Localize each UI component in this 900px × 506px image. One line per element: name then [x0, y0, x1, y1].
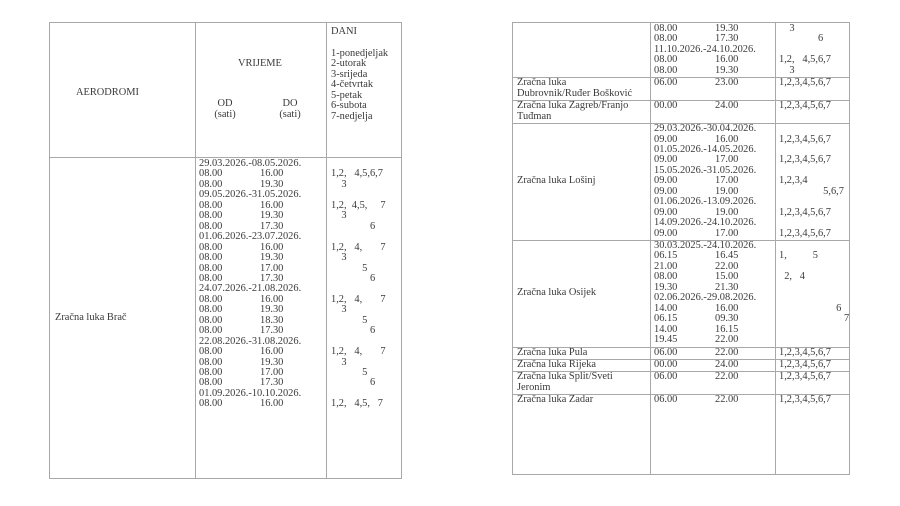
time-to: 18.30 — [260, 314, 284, 326]
time-to: 17.00 — [715, 154, 739, 166]
period-range: 15.05.2026.-31.05.2026. — [654, 164, 757, 176]
time-to: 19.30 — [260, 304, 284, 316]
time-from: 08.00 — [199, 262, 223, 274]
time-from: 06.00 — [654, 371, 678, 383]
time-to: 16.00 — [260, 293, 284, 305]
time-to: 16.00 — [715, 54, 739, 66]
operating-days: 3 — [331, 252, 347, 264]
operating-days: 6 — [779, 302, 842, 314]
day-legend-item: 6-subota — [331, 100, 367, 112]
time-to: 17.30 — [260, 220, 284, 232]
time-from: 14.00 — [654, 323, 678, 335]
airport-name: Zračna luka Zagreb/Franjo — [517, 100, 629, 112]
operating-days: 1,2, 4,5, 7 — [331, 398, 383, 410]
schedule-rows — [513, 23, 849, 474]
time-to: 19.30 — [260, 210, 284, 222]
time-from: 06.00 — [654, 77, 678, 89]
header-vrijeme: VRIJEME — [238, 58, 282, 69]
column-divider — [195, 23, 196, 478]
time-from: 08.00 — [199, 220, 223, 232]
column-divider — [326, 23, 327, 478]
operating-days: 1,2, 4,5,6,7 — [779, 54, 831, 66]
period-range: 29.03.2026.-30.04.2026. — [654, 123, 757, 135]
airport-name: Zračna luka Brač — [55, 312, 127, 323]
time-from: 00.00 — [654, 358, 678, 370]
header-dani: DANI — [331, 26, 357, 37]
time-to: 16.00 — [260, 168, 284, 180]
operating-days: 1,2,3,4,5,6,7 — [779, 227, 831, 239]
time-to: 22.00 — [715, 371, 739, 383]
period-range: 01.09.2026.-10.10.2026. — [199, 387, 302, 399]
time-from: 14.00 — [654, 302, 678, 314]
airport-name: Dubrovnik/Ruđer Bošković — [517, 87, 633, 99]
time-to: 19.30 — [715, 64, 739, 76]
time-to: 17.00 — [260, 262, 284, 274]
airport-name: Zračna luka Lošinj — [517, 175, 596, 187]
airport-name: Tuđman — [517, 110, 552, 122]
time-to: 17.30 — [260, 272, 284, 284]
time-to: 16.00 — [260, 241, 284, 253]
time-from: 21.00 — [654, 260, 678, 272]
time-to: 19.30 — [260, 356, 284, 368]
operating-days: 6 — [779, 33, 824, 45]
time-from: 08.00 — [199, 314, 223, 326]
time-to: 16.00 — [260, 199, 284, 211]
operating-days: 2, 4 — [779, 271, 805, 283]
time-to: 17.00 — [715, 175, 739, 187]
time-from: 19.30 — [654, 281, 678, 293]
day-legend-item: 2-utorak — [331, 58, 367, 70]
operating-days: 5,6,7 — [779, 185, 844, 197]
operating-days: 1,2,3,4,5,6,7 — [779, 100, 831, 112]
operating-days: 7 — [779, 313, 850, 325]
operating-days: 6 — [331, 220, 376, 232]
time-from: 09.00 — [654, 206, 678, 218]
operating-days: 5 — [331, 314, 368, 326]
operating-days: 5 — [331, 367, 368, 378]
operating-days: 1,2, 4,5, 7 — [331, 199, 386, 211]
time-from: 08.00 — [654, 64, 678, 76]
operating-days: 6 — [331, 377, 376, 389]
time-from: 00.00 — [654, 100, 678, 112]
time-to: 16.15 — [715, 323, 739, 335]
time-to: 22.00 — [715, 334, 739, 346]
time-from: 09.00 — [654, 227, 678, 239]
period-range: 11.10.2026.-24.10.2026. — [654, 43, 756, 55]
day-legend-item: 5-petak — [331, 89, 363, 101]
airport-name: Zračna luka Split/Sveti — [517, 371, 613, 383]
time-to: 24.00 — [715, 100, 739, 112]
period-range: 01.05.2026.-14.05.2026. — [654, 143, 757, 155]
operating-days: 6 — [331, 325, 376, 337]
header-do-unit: (sati) — [279, 109, 301, 120]
header-od: OD — [217, 98, 233, 109]
time-from: 08.00 — [199, 241, 223, 253]
time-from: 08.00 — [199, 356, 223, 368]
operating-days: 1,2,3,4,5,6,7 — [779, 394, 831, 406]
operating-days: 1,2, 4, 7 — [331, 241, 386, 253]
period-range: 02.06.2026.-29.08.2026. — [654, 292, 757, 304]
time-from: 08.00 — [199, 377, 223, 389]
period-range: 09.05.2026.-31.05.2026. — [199, 189, 302, 201]
operating-days: 3 — [779, 64, 795, 76]
time-from: 08.00 — [199, 199, 223, 211]
time-from: 08.00 — [199, 367, 223, 378]
time-from: 08.00 — [199, 178, 223, 190]
period-range: 22.08.2026.-31.08.2026. — [199, 335, 302, 347]
day-legend-item: 7-nedjelja — [331, 110, 373, 122]
time-to: 22.00 — [715, 394, 739, 406]
time-to: 09.30 — [715, 313, 739, 325]
operating-days: 1,2,3,4,5,6,7 — [779, 77, 831, 89]
airport-name: Zračna luka Pula — [517, 346, 588, 358]
time-from: 08.00 — [654, 33, 678, 45]
time-to: 16.00 — [715, 133, 739, 145]
time-to: 17.00 — [715, 227, 739, 239]
operating-days: 3 — [331, 356, 347, 368]
time-from: 08.00 — [199, 304, 223, 316]
operating-days: 1,2,3,4,5,6,7 — [779, 133, 831, 145]
operating-days: 1,2,3,4,5,6,7 — [779, 346, 831, 358]
operating-days: 1, 5 — [779, 250, 818, 262]
operating-days: 3 — [779, 23, 795, 34]
airport-name: Zračna luka Osijek — [517, 287, 597, 299]
time-to: 16.45 — [715, 250, 739, 262]
time-to: 22.00 — [715, 260, 739, 272]
time-from: 06.00 — [654, 346, 678, 358]
time-to: 17.00 — [260, 367, 284, 378]
period-range: 29.03.2026.-08.05.2026. — [199, 158, 302, 169]
time-from: 08.00 — [199, 346, 223, 358]
time-from: 06.15 — [654, 313, 678, 325]
time-from: 09.00 — [654, 185, 678, 197]
time-to: 19.00 — [715, 185, 739, 197]
operating-days: 1,2,3,4,5,6,7 — [779, 154, 831, 166]
time-from: 09.00 — [654, 175, 678, 187]
operating-days: 1,2,3,4 — [779, 175, 808, 187]
time-to: 23.00 — [715, 77, 739, 89]
time-to: 22.00 — [715, 346, 739, 358]
time-from: 08.00 — [199, 398, 223, 410]
time-from: 09.00 — [654, 133, 678, 145]
time-to: 19.00 — [715, 206, 739, 218]
airport-name: Zračna luka — [517, 77, 567, 89]
time-to: 19.30 — [260, 252, 284, 264]
time-from: 08.00 — [199, 252, 223, 264]
operating-days: 6 — [331, 272, 376, 284]
time-from: 08.00 — [654, 23, 678, 34]
operating-days: 1,2, 4,5,6,7 — [331, 168, 383, 180]
operating-days: 1,2, 4, 7 — [331, 346, 386, 358]
schedule-table-right — [512, 22, 850, 475]
period-range: 01.06.2026.-23.07.2026. — [199, 231, 302, 243]
time-from: 08.00 — [199, 168, 223, 180]
operating-days: 1,2,3,4,5,6,7 — [779, 358, 831, 370]
period-range: 30.03.2025.-24.10.2026. — [654, 240, 757, 251]
time-to: 17.30 — [260, 377, 284, 389]
day-legend-item: 3-srijeda — [331, 68, 368, 80]
period-range: 01.06.2026.-13.09.2026. — [654, 196, 757, 208]
time-from: 08.00 — [654, 54, 678, 66]
time-to: 17.30 — [715, 33, 739, 45]
operating-days: 1,2,3,4,5,6,7 — [779, 206, 831, 218]
time-to: 19.30 — [715, 23, 739, 34]
period-range: 14.09.2026.-24.10.2026. — [654, 217, 757, 229]
period-range: 24.07.2026.-21.08.2026. — [199, 283, 302, 295]
operating-days: 1,2,3,4,5,6,7 — [779, 371, 831, 383]
time-from: 19.45 — [654, 334, 678, 346]
time-from: 06.15 — [654, 250, 678, 262]
airport-name: Jeronim — [517, 381, 551, 393]
time-to: 24.00 — [715, 358, 739, 370]
time-from: 08.00 — [199, 272, 223, 284]
time-to: 15.00 — [715, 271, 739, 283]
time-to: 16.00 — [260, 346, 284, 358]
day-legend-item: 4-četvrtak — [331, 79, 374, 91]
time-from: 08.00 — [199, 325, 223, 337]
time-from: 08.00 — [199, 210, 223, 222]
time-to: 16.00 — [260, 398, 284, 410]
operating-days: 3 — [331, 304, 347, 316]
operating-days: 1,2, 4, 7 — [331, 293, 386, 305]
operating-days: 5 — [331, 262, 368, 274]
header-od-unit: (sati) — [214, 109, 236, 120]
time-from: 08.00 — [199, 293, 223, 305]
airport-name: Zračna luka Rijeka — [517, 358, 597, 370]
time-to: 17.30 — [260, 325, 284, 337]
operating-days: 3 — [331, 178, 347, 190]
time-to: 19.30 — [260, 178, 284, 190]
operating-days: 3 — [331, 210, 347, 222]
time-to: 21.30 — [715, 281, 739, 293]
time-from: 06.00 — [654, 394, 678, 406]
day-legend-item: 1-ponedjeljak — [331, 48, 389, 59]
schedule-table-left — [49, 22, 402, 479]
time-from: 08.00 — [654, 271, 678, 283]
header-aerodromi: AERODROMI — [76, 87, 139, 98]
time-from: 09.00 — [654, 154, 678, 166]
time-to: 16.00 — [715, 302, 739, 314]
header-do: DO — [282, 98, 298, 109]
airport-name: Zračna luka Zadar — [517, 394, 594, 406]
